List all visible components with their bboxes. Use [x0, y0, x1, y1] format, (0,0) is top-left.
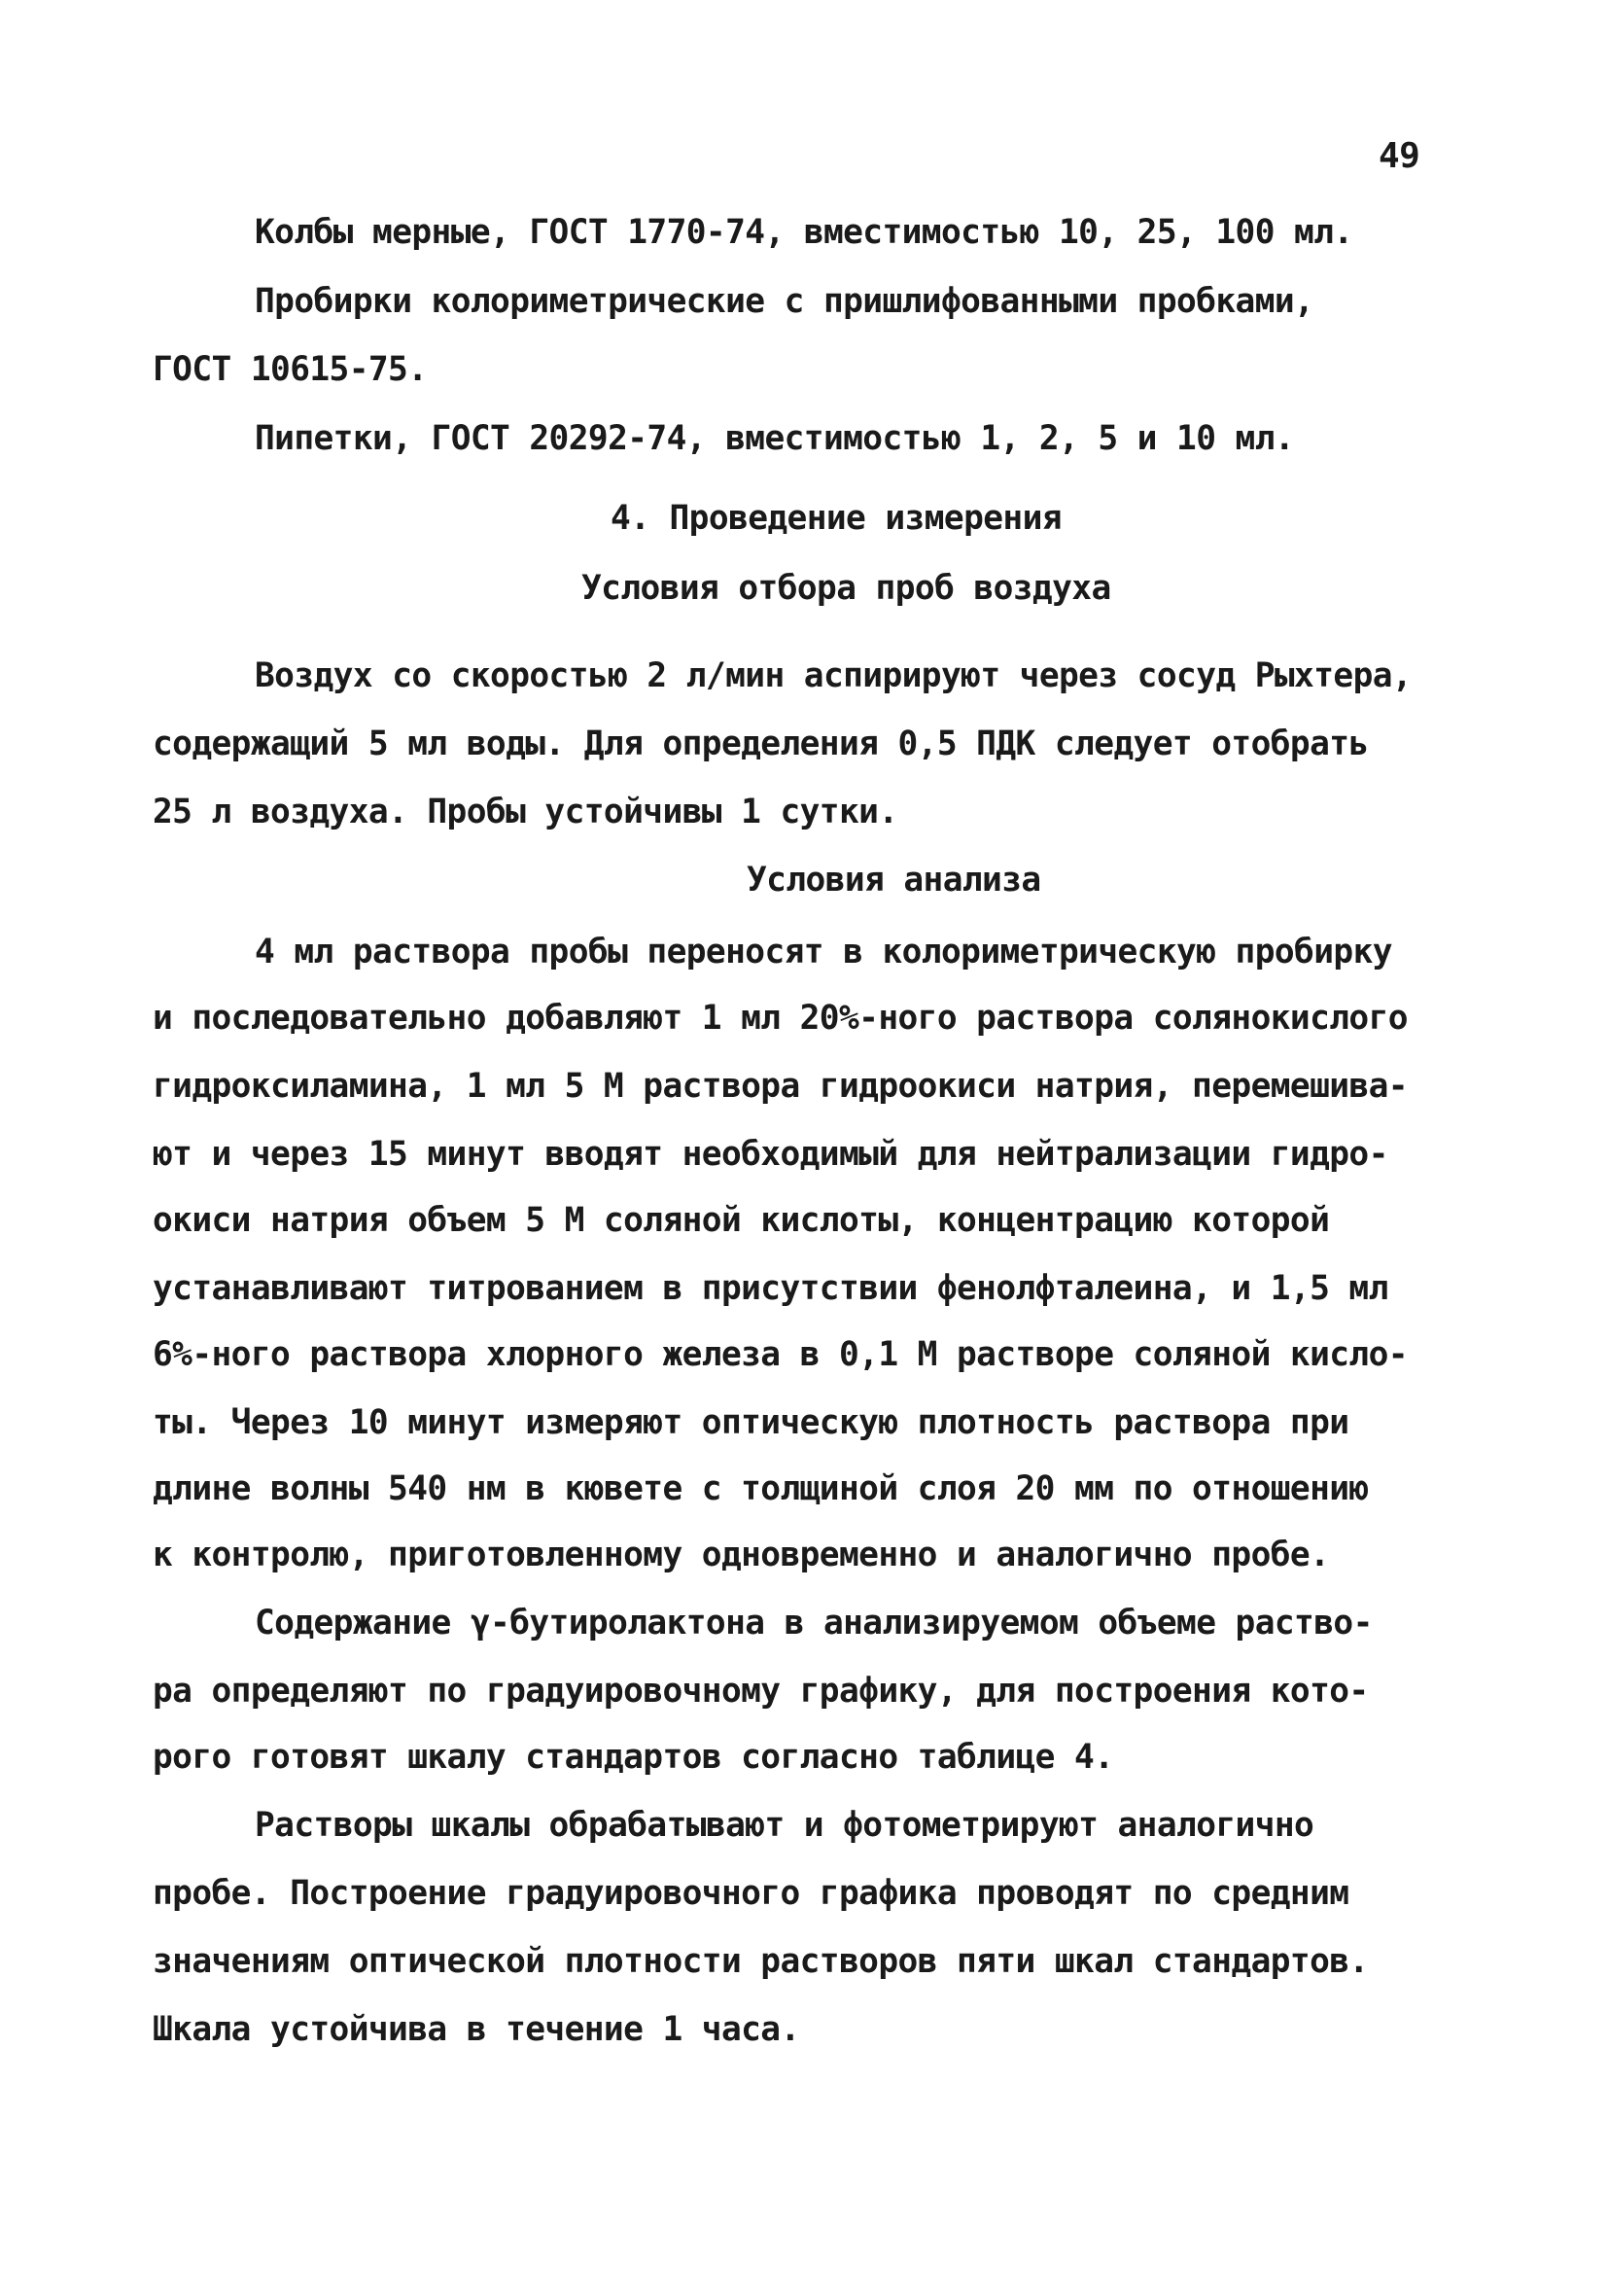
- scale-line-3: значениям оптической плотности растворов пяти шкал стандартов.: [153, 1942, 1369, 1981]
- analysis-line-8: ты. Через 10 минут измеряют оптическую плотность раствора при: [153, 1403, 1349, 1442]
- analysis-line-10: к контролю, приготовленному одновременно и аналогично пробе.: [153, 1536, 1330, 1574]
- scale-line-1: Растворы шкалы обрабатывают и фотометрируют аналогично: [255, 1806, 1314, 1845]
- content-line-3: рого готовят шкалу стандартов согласно таблице 4.: [153, 1738, 1114, 1777]
- analysis-line-5: окиси натрия объем 5 М соляной кислоты, концентрацию которой: [153, 1201, 1330, 1240]
- analysis-line-1: 4 мл раствора пробы переносят в колориметрическую пробирку: [255, 933, 1392, 971]
- equipment-pipettes: Пипетки, ГОСТ 20292-74, вместимостью 1, 2, 5 и 10 мл.: [255, 419, 1295, 458]
- sampling-line-1: Воздух со скоростью 2 л/мин аспирируют через сосуд Рыхтера,: [255, 656, 1413, 695]
- sampling-line-2: содержащий 5 мл воды. Для определения 0,5 ПДК следует отобрать: [153, 724, 1369, 763]
- subtitle-analysis: Условия анализа: [747, 861, 1041, 900]
- equipment-flasks: Колбы мерные, ГОСТ 1770-74, вместимостью 10, 25, 100 мл.: [255, 213, 1353, 252]
- analysis-line-3: гидроксиламина, 1 мл 5 М раствора гидроокиси натрия, перемешива-: [153, 1067, 1408, 1106]
- analysis-line-9: длине волны 540 нм в кювете с толщиной слоя 20 мм по отношению: [153, 1469, 1369, 1508]
- equipment-test-tubes-line1: Пробирки колориметрические с пришлифованными пробками,: [255, 282, 1314, 321]
- scale-line-2: пробе. Построение градуировочного графика проводят по средним: [153, 1874, 1349, 1913]
- analysis-line-6: устанавливают титрованием в присутствии фенолфталеина, и 1,5 мл: [153, 1269, 1388, 1308]
- analysis-line-7: 6%-ного раствора хлорного железа в 0,1 М растворе соляной кисло-: [153, 1335, 1408, 1374]
- analysis-line-4: ют и через 15 минут вводят необходимый для нейтрализации гидро-: [153, 1135, 1388, 1174]
- equipment-test-tubes-line2: ГОСТ 10615-75.: [153, 350, 428, 389]
- content-line-1: Содержание γ-бутиролактона в анализируемом объеме раство-: [255, 1604, 1373, 1643]
- subtitle-sampling: Условия отбора проб воздуха: [581, 569, 1111, 608]
- page-number: 49: [1379, 136, 1420, 176]
- sampling-line-3: 25 л воздуха. Пробы устойчивы 1 сутки.: [153, 793, 898, 831]
- section-title: 4. Проведение измерения: [611, 499, 1062, 538]
- content-line-2: ра определяют по градуировочному графику, для построения кото-: [153, 1672, 1369, 1711]
- scale-line-4: Шкала устойчива в течение 1 часа.: [153, 2010, 800, 2049]
- analysis-line-2: и последовательно добавляют 1 мл 20%-ного раствора солянокислого: [153, 999, 1408, 1038]
